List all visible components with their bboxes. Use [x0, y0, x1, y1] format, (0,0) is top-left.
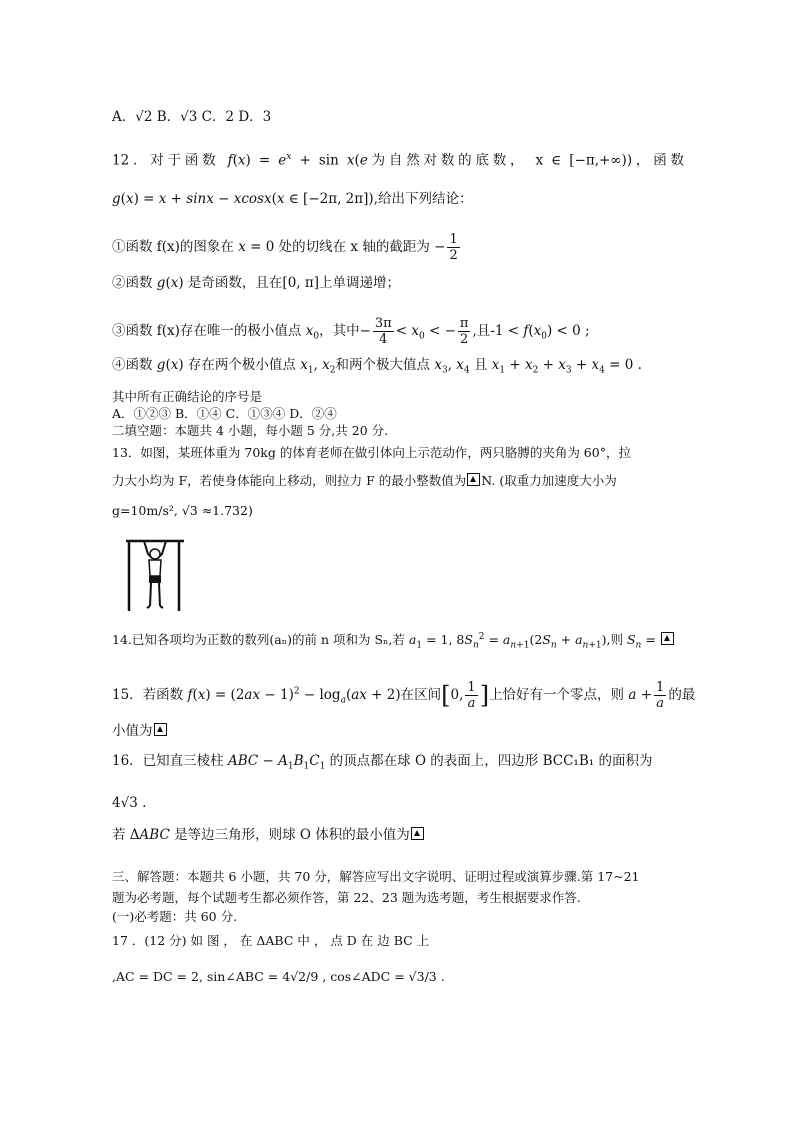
q16-line3: 若 ΔABC 是等边三角形，则球 O 体积的最小值为 — [112, 826, 684, 844]
q15-line2: 小值为 — [112, 722, 684, 740]
answer-blank — [467, 473, 480, 486]
section3-line1: 三、解答题：本题共 6 小题，共 70 分，解答应写出文字说明、证明过程或演算步骤.第 17~21 — [112, 869, 640, 884]
q12-item1: ①函数 f(x)的图象在 x = 0 处的切线在 x 轴的截距为 − $\frac{1}{2}$ — [112, 232, 458, 263]
q12-item3: ③函数 f(x)存在唯一的极小值点 $x_0$，其中− $\frac{3\pi}{4}$ < $x_0$ < − $\frac{\pi}{2}$ ,且$-1 < f(x_0) < 0$ ; — [112, 316, 590, 347]
q12-options: A．①②③ B．①④ C．①③④ D．②④ — [112, 406, 337, 421]
q13-line1: 13．如图，某班体重为 70kg 的体育老师在做引体向上示范动作，两只胳膊的夹角为 60°，拉 — [112, 445, 631, 460]
answer-blank — [661, 632, 674, 645]
q11-options: A．√2 B．√3 C．2 D．3 — [112, 109, 272, 125]
q16-line1: 16．已知直三棱柱 ABC − $A_1B_1C_1$ 的顶点都在球 O 的表面上，四边形 BCC₁B₁ 的面积为 — [112, 753, 653, 772]
q12-question: 其中所有正确结论的序号是 — [112, 389, 263, 404]
q17-line2: ,AC = DC = 2, sin∠ABC = 4√2/9 , cos∠ADC = √3/3 . — [112, 969, 445, 984]
section3-line2: 题为必考题，每个试题考生都必须作答，第 22、23 题为选考题，考生根据要求作答. — [112, 890, 581, 905]
answer-blank — [411, 827, 424, 840]
q12-line1: 12．对于函数 $f(x) = e^x + \sin x(e$为自然对数的底数， x ∈ [−π,+∞))，函数 — [112, 152, 685, 169]
answer-blank — [154, 723, 167, 736]
section2-heading: 二填空题：本题共 4 小题，每小题 5 分,共 20 分. — [112, 423, 389, 438]
q15-line1: 15．若函数 $f(x) = (2ax - 1)^2 - \log_a(ax + 2)$在区间[0, $\frac{1}{a}$ ]上恰好有一个零点，则 a + $\frac{1}{a}$ 的最 — [112, 680, 696, 711]
q12-item4: ④函数 g(x) 存在两个极小值点 $x_1$, $x_2$和两个极大值点 $x_3$, $x_4$ 且 $x_1 + x_2 + x_3 + x_4 = 0$ . — [112, 357, 642, 376]
q14-line: 14.已知各项均为正数的数列(aₙ)的前 n 项和为 Sₙ,若 $a_1 = 1$, $8S_n^2 = a_{n+1}(2S_n + a_{n+1})$,则 $S_n$ = — [112, 628, 684, 655]
q13-line2: 力大小均为 F，若使身体能向上移动，则拉力 F 的最小整数值为 N. (取重力加速度大小为 — [112, 473, 617, 488]
q16-line2: 4√3 . — [112, 795, 147, 811]
pullup-figure — [124, 536, 186, 612]
q17-line1: 17 ．(12 分) 如 图 ， 在 ΔABC 中 ， 点 D 在 边 BC 上 — [112, 933, 430, 948]
q12-line2: g(x) = x + sinx − xcosx(x ∈ [−2π, 2π]),给出下列结论： — [112, 191, 473, 207]
q12-item2: ②函数 g(x) 是奇函数，且在[0, π]上单调递增； — [112, 275, 400, 291]
section3-line3: (一)必考题：共 60 分. — [112, 909, 238, 924]
q13-line3: g=10m/s², √3 ≈1.732) — [112, 503, 253, 518]
